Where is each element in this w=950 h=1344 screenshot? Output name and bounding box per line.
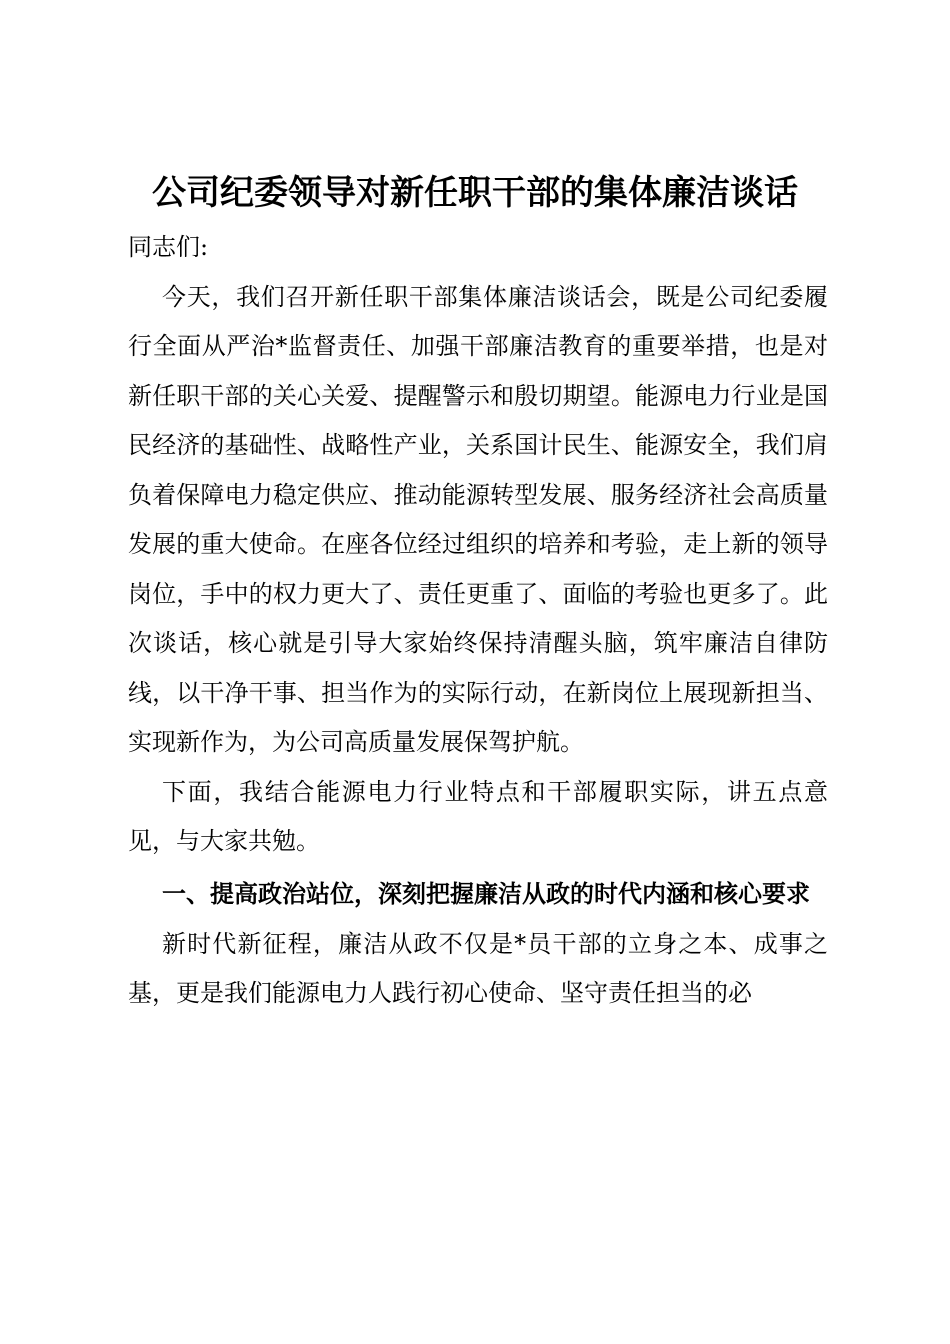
document-title: 公司纪委领导对新任职干部的集体廉洁谈话 bbox=[152, 173, 798, 213]
paragraph-outline: 下面，我结合能源电力行业特点和干部履职实际，讲五点意见，与大家共勉。 bbox=[128, 777, 828, 855]
section-paragraph-1: 新时代新征程，廉洁从政不仅是*员干部的立身之本、成事之基，更是我们能源电力人践行初心使命、坚守责任担当的必 bbox=[128, 929, 828, 1007]
paragraph-intro: 今天，我们召开新任职干部集体廉洁谈话会，既是公司纪委履行全面从严治*监督责任、加强干部廉洁教育的重要举措，也是对新任职干部的关心关爱、提醒警示和殷切期望。能源电力行业是国民经济的基础性、战略性产业，关系国计民生、能源安全，我们肩负着保障电力稳定供应、推动能源转型发展、服务经济社会高质量发展的重大使命。在座各位经过组织的培养和考验，走上新的领导岗位，手中的权力更大了、责任更重了、面临的考验也更多了。此次谈话，核心就是引导大家始终保持清醒头脑，筑牢廉洁自律防线，以干净干事、担当作为的实际行动，在新岗位上展现新担当、实现新作为，为公司高质量发展保驾护航。 bbox=[128, 282, 828, 756]
section-heading-1: 一、提高政治站位，深刻把握廉洁从政的时代内涵和核心要求 bbox=[162, 879, 810, 908]
salutation: 同志们: bbox=[128, 233, 209, 261]
document-body bbox=[128, 223, 828, 1019]
